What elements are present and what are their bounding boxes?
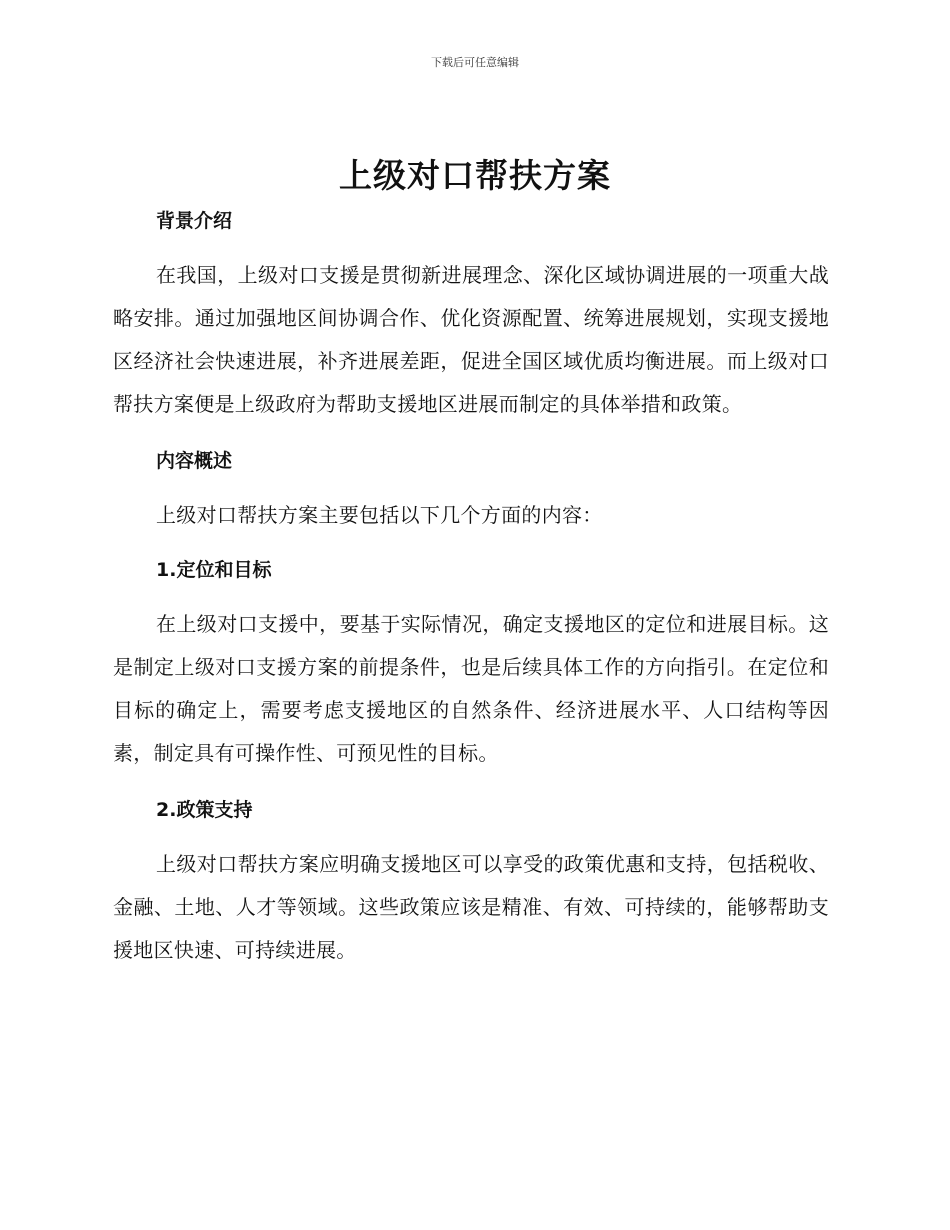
section-heading-positioning: 1.定位和目标 [156,559,272,581]
document-body [113,200,829,972]
document-title: 上级对口帮扶方案 [339,156,611,195]
paragraph-positioning: 在上级对口支援中，要基于实际情况，确定支援地区的定位和进展目标。这是制定上级对口支援方案的前提条件，也是后续具体工作的方向指引。在定位和目标的确定上，需要考虑支援地区的自然条件、经济进展水平、人口结构等因素，制定具有可操作性、可预见性的目标。 [113,612,829,765]
paragraph-background: 在我国，上级对口支援是贯彻新进展理念、深化区域协调进展的一项重大战略安排。通过加强地区间协调合作、优化资源配置、统筹进展规划，实现支援地区经济社会快速进展，补齐进展差距，促进全国区域优质均衡进展。而上级对口帮扶方案便是上级政府为帮助支援地区进展而制定的具体举措和政策。 [113,263,829,416]
section-heading-background: 背景介绍 [156,210,233,232]
section-heading-overview: 内容概述 [156,450,233,472]
section-heading-policy: 2.政策支持 [156,799,253,821]
page-header-note: 下载后可任意编辑 [431,56,519,69]
paragraph-policy: 上级对口帮扶方案应明确支援地区可以享受的政策优惠和支持，包括税收、金融、土地、人才等领域。这些政策应该是精准、有效、可持续的，能够帮助支援地区快速、可持续进展。 [113,852,829,962]
paragraph-overview: 上级对口帮扶方案主要包括以下几个方面的内容： [156,503,603,527]
